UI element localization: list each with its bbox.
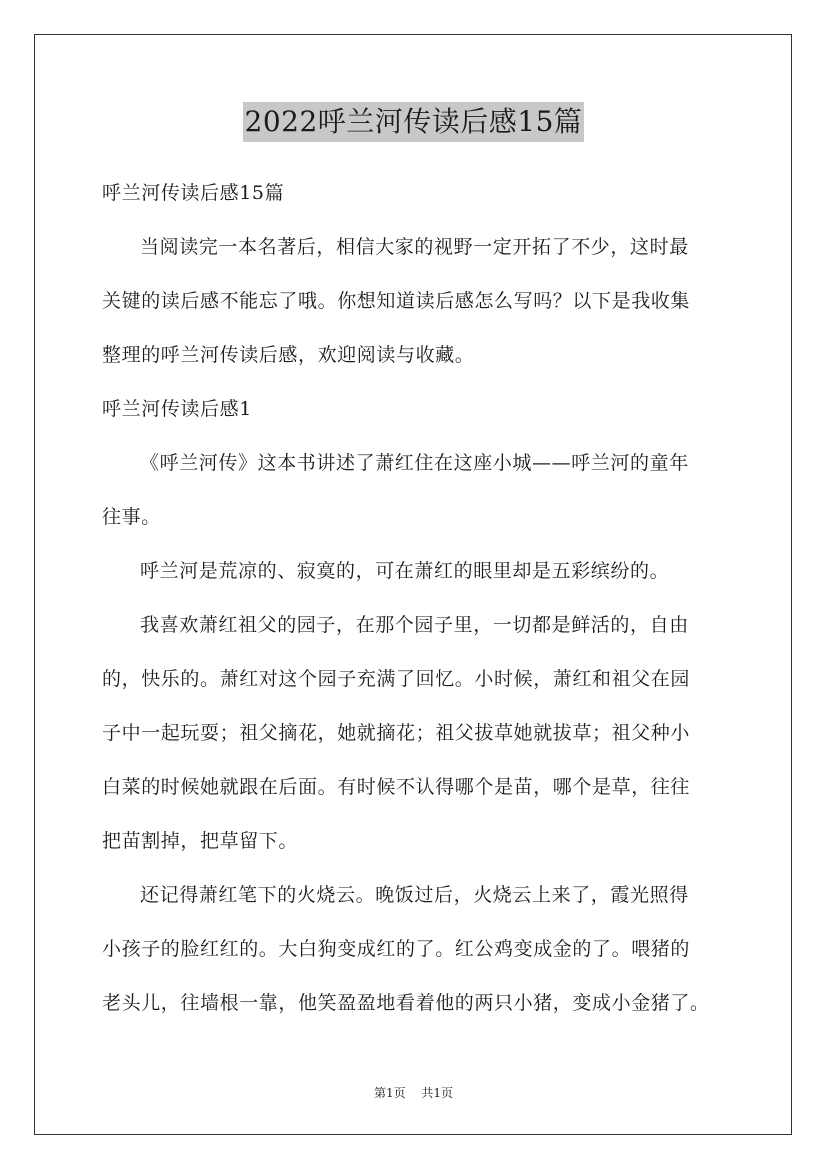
document-body: [102, 176, 732, 1040]
text-line: 呼兰河是荒凉的、寂寞的，可在萧红的眼里却是五彩缤纷的。: [140, 560, 670, 582]
text-line: 还记得萧红笔下的火烧云。晚饭过后，火烧云上来了，霞光照得: [140, 884, 689, 906]
text-line: 白菜的时候她就跟在后面。有时候不认得哪个是苗，哪个是草，往往: [102, 776, 691, 798]
text-line: 整理的呼兰河传读后感，欢迎阅读与收藏。: [102, 344, 475, 366]
text-line: 老头儿，往墙根一靠，他笑盈盈地看着他的两只小猪，变成小金猪了。: [102, 992, 710, 1014]
text-line: 的，快乐的。萧红对这个园子充满了回忆。小时候，萧红和祖父在园: [102, 668, 691, 690]
text-line: 把苗割掉，把草留下。: [102, 830, 299, 852]
text-line: 子中一起玩耍；祖父摘花，她就摘花；祖父拔草她就拔草；祖父种小: [102, 722, 691, 744]
document-title-wrapper: [0, 102, 827, 142]
page-number: 第1页: [373, 1086, 406, 1100]
text-line: 小孩子的脸红红的。大白狗变成红的了。红公鸡变成金的了。喂猪的: [102, 938, 691, 960]
page-total: 共1页: [421, 1086, 454, 1100]
text-line: 当阅读完一本名著后，相信大家的视野一定开拓了不少，这时最: [140, 236, 689, 258]
text-line: 《呼兰河传》这本书讲述了萧红住在这座小城——呼兰河的童年: [140, 452, 689, 474]
text-line: 关键的读后感不能忘了哦。你想知道读后感怎么写吗？以下是我收集: [102, 290, 691, 312]
page-footer: [0, 1084, 827, 1101]
document-title: 2022呼兰河传读后感15篇: [243, 102, 585, 142]
text-line: 往事。: [102, 506, 161, 528]
text-line: 呼兰河传读后感15篇: [102, 182, 285, 204]
text-line: 呼兰河传读后感1: [102, 398, 252, 420]
text-line: 我喜欢萧红祖父的园子，在那个园子里，一切都是鲜活的，自由: [140, 614, 689, 636]
